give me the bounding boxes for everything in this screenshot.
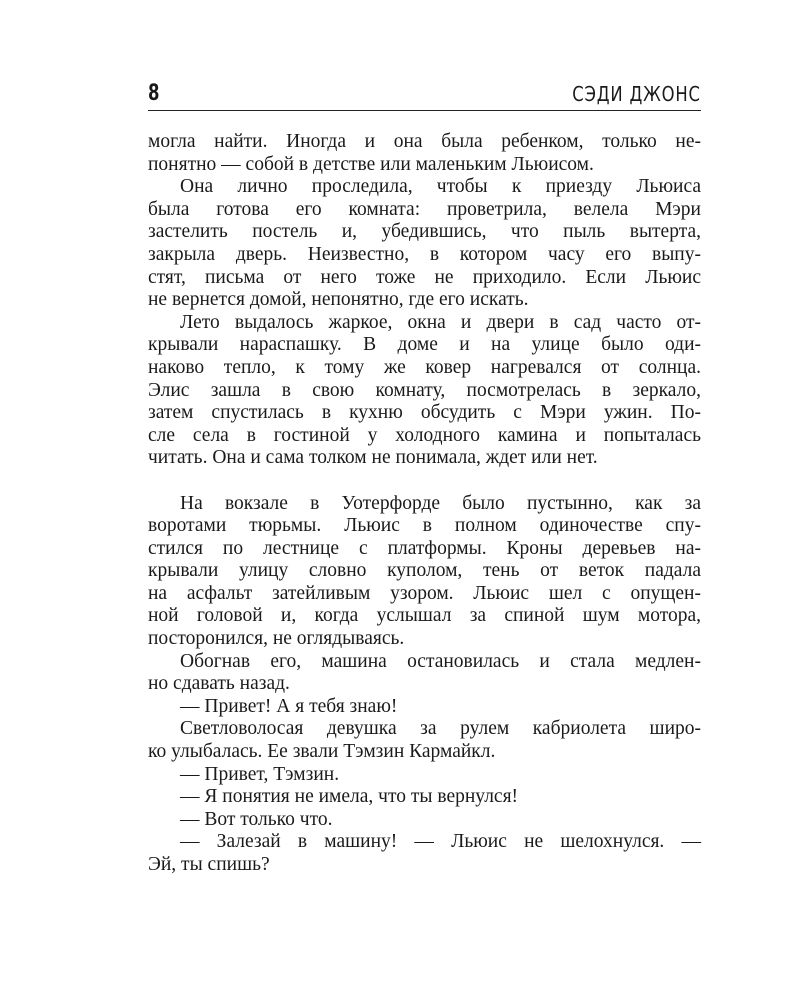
text-line: понятно — собой в детстве или маленьким Льюисом. — [148, 153, 594, 175]
paragraph — [148, 718, 701, 763]
text-line: крывали нараспашку. В доме и на улице было оди- — [148, 334, 701, 356]
section-break — [148, 470, 701, 493]
text-line: ной головой и, когда услышал за спиной шум мотора, — [148, 605, 701, 627]
text-line: наково тепло, к тому же ковер нагревался от солнца. — [148, 356, 701, 378]
text-line: ко улыбалась. Ее звали Тэмзин Кармайкл. — [148, 741, 496, 763]
text-line: на асфальт затейливым узором. Льюис шел с опущен- — [148, 582, 701, 604]
text-line: крывали улицу словно куполом, тень от веток падала — [148, 560, 701, 582]
paragraph — [148, 809, 701, 832]
text-line: но сдавать назад. — [148, 673, 290, 695]
paragraph — [148, 493, 701, 651]
text-line: На вокзале в Уотерфорде было пустынно, как за — [180, 492, 701, 514]
body-text — [148, 131, 701, 877]
text-line: стился по лестнице с платформы. Кроны деревьев на- — [148, 537, 701, 559]
text-line: была готова его комната: проветрила, велела Мэри — [148, 198, 701, 220]
text-line: Светловолосая девушка за рулем кабриолета широ- — [180, 718, 701, 740]
text-line: — Вот только что. — [180, 808, 333, 830]
text-line: Обогнав его, машина остановилась и стала медлен- — [180, 650, 701, 672]
text-line: застелить постель и, убедившись, что пыль вытерта, — [148, 221, 701, 243]
text-line: читать. Она и сама толком не понимала, ждет или нет. — [148, 447, 598, 469]
paragraph — [148, 831, 701, 876]
book-page — [148, 80, 701, 877]
paragraph — [148, 131, 701, 176]
text-line: не вернется домой, непонятно, где его искать. — [148, 289, 529, 311]
text-line: — Залезай в машину! — Льюис не шелохнулся. — — [180, 831, 701, 853]
page-header — [148, 80, 701, 111]
text-line: — Привет! А я тебя знаю! — [180, 695, 398, 717]
running-head-author: СЭДИ ДЖОНС — [572, 82, 701, 106]
text-line: Лето выдалось жаркое, окна и двери в сад часто от- — [180, 311, 701, 333]
text-line: сле села в гостиной у холодного камина и попыталась — [148, 424, 701, 446]
text-line: воротами тюрьмы. Льюис в полном одиночестве спу- — [148, 515, 701, 537]
text-line: затем спустилась в кухню обсудить с Мэри ужин. По- — [148, 402, 701, 424]
paragraph — [148, 312, 701, 470]
page-number: 8 — [148, 81, 160, 106]
text-line: — Я понятия не имела, что ты вернулся! — [180, 786, 519, 808]
paragraph — [148, 651, 701, 696]
paragraph — [148, 176, 701, 312]
text-line: посторонился, не оглядываясь. — [148, 628, 405, 650]
text-line: стят, письма от него тоже не приходило. Если Льюис — [148, 266, 701, 288]
text-line: закрыла дверь. Неизвестно, в котором часу его выпу- — [148, 243, 701, 265]
text-line: — Привет, Тэмзин. — [180, 763, 340, 785]
text-line: Она лично проследила, чтобы к приезду Льюиса — [180, 176, 701, 198]
paragraph — [148, 696, 701, 719]
paragraph — [148, 786, 701, 809]
text-line: Эй, ты спишь? — [148, 854, 270, 875]
text-line: Элис зашла в свою комнату, посмотрелась в зеркало, — [148, 379, 701, 401]
paragraph — [148, 764, 701, 787]
text-line: могла найти. Иногда и она была ребенком, только не- — [148, 131, 701, 152]
